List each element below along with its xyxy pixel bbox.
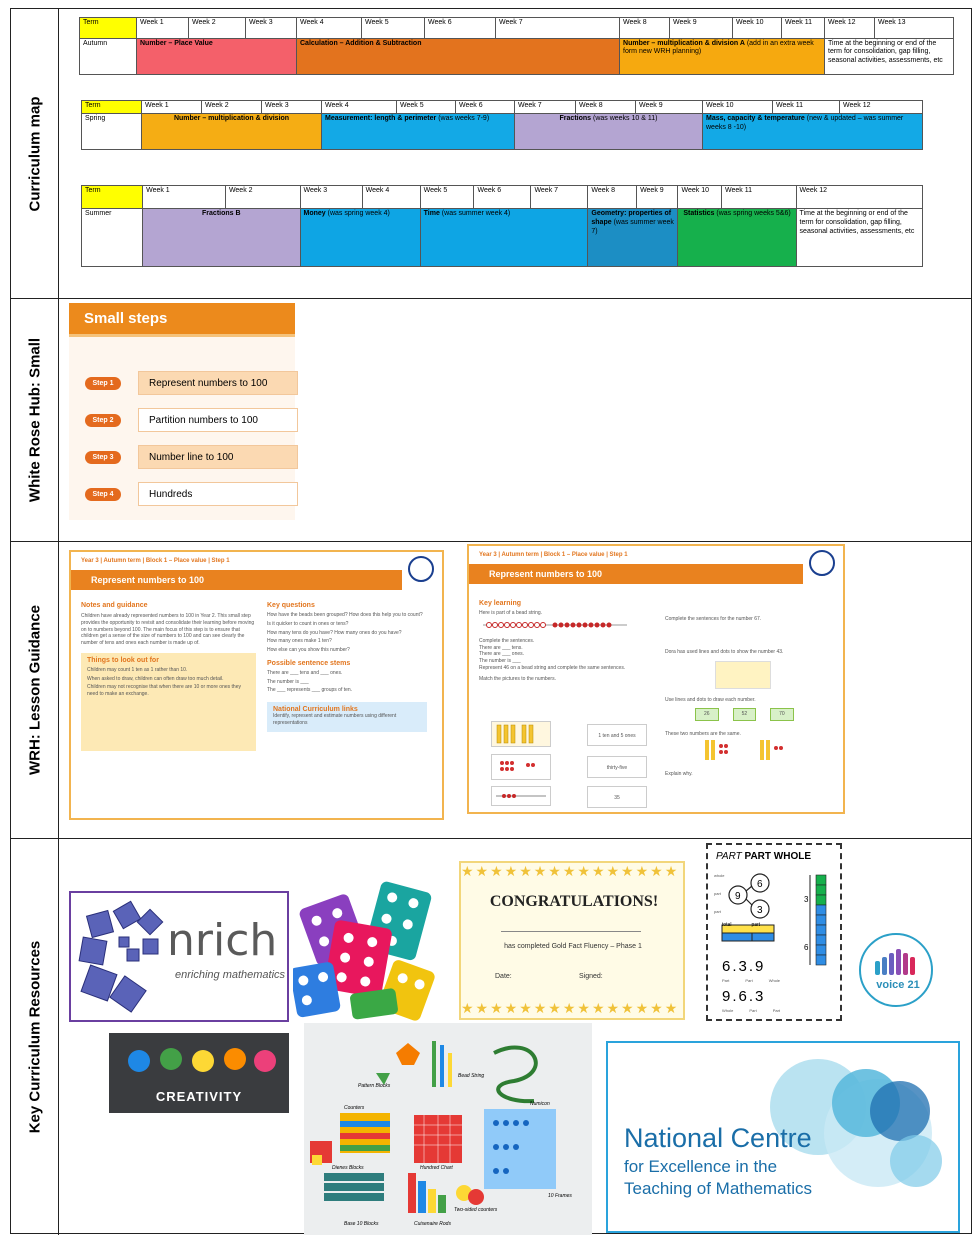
consolidation-note: Time at the beginning or end of the term for consolidation, gap filling, seasonal activities, assessments, etc [796,209,922,267]
header-cell: Week 3 [300,186,362,209]
svg-text:9: 9 [735,891,741,902]
draw-number: 70 [770,708,794,721]
key-question: How else can you show this number? [267,647,350,653]
header-cell: Week 1 [142,101,202,114]
section-label-small-steps: White Rose Hub: Small [11,299,59,541]
kl-item: Here is part of a bead string. [479,610,543,616]
header-cell: Week 4 [322,101,397,114]
header-cell: Week 1 [143,186,226,209]
header-cell: Week 3 [262,101,322,114]
header-cell: Week 5 [420,186,474,209]
curriculum-map-section [11,9,971,299]
block-statistics: Statistics (was spring weeks 5&6) [678,209,796,267]
guidance-card-notes [69,550,444,820]
nc-text: Identify, represent and estimate numbers using different representations [273,713,397,726]
certificate-picture [459,861,685,1020]
bead-line-picture [491,786,551,806]
block-mass-capacity: Mass, capacity & temperature (new & updated – was summer weeks 8 -10) [703,114,923,150]
bead-string-icon [479,617,629,633]
certificate-line: has completed Gold Fact Fluency – Phase 1 [504,943,642,950]
nrich-tagline: enriching mathematics [175,969,286,981]
part-part-whole-picture [706,843,842,1021]
consolidation-note: Time at the beginning or end of the term for consolidation, gap filling, seasonal activities, assessments, etc [825,38,954,74]
notes-heading: Notes and guidance [81,602,148,609]
questions-column [267,602,427,732]
manip-label: Cuisenaire Rods [414,1221,451,1227]
step-row [85,482,298,506]
step-badge: Step 1 [85,377,121,390]
header-cell: Week 11 [721,186,796,209]
step-text: Partition numbers to 100 [138,408,298,432]
kl-item: Complete the sentences. [479,637,535,644]
sentence-stems-heading: Possible sentence stems [267,659,351,667]
draw-number-boxes [695,708,835,721]
header-cell: Week 5 [362,18,425,39]
sentence-stem: The number is ___ [267,678,309,685]
header-cell: Week 10 [733,18,782,39]
kl-item: There are ___ ones. [479,651,525,658]
step-text: Represent numbers to 100 [138,371,298,395]
header-cell: Week 11 [782,18,825,39]
stars-border-bottom: ★★★★★★★★★★★★★★★ [461,1000,680,1016]
spring-term-table [81,100,923,150]
step-row [85,371,298,395]
ppw-equation-1: 6.3.9 [722,958,766,975]
breadcrumb: Year 3 | Autumn term | Block 1 – Place value | Step 1 [479,552,628,558]
header-cell: Week 12 [840,101,923,114]
small-steps-section [11,299,971,542]
key-learning-heading: Key learning [479,600,522,607]
stars-border-top: ★★★★★★★★★★★★★★★ [461,863,680,879]
key-question: Is it quicker to count in ones or tens? [267,620,349,627]
tens-rods-picture [491,721,551,747]
header-cell: Week 8 [588,186,637,209]
header-cell: Week 7 [515,101,576,114]
ppw-equation-2: 9.6.3 [722,988,766,1005]
section-label-lesson-guidance: WRH: Lesson Guidance [11,542,59,838]
nrich-logo [69,891,289,1022]
section-label-curriculum-map: Curriculum map [11,9,59,298]
header-cell: Week 9 [670,18,733,39]
guidance-card-key-learning [467,544,845,814]
header-cell: Week 12 [796,186,922,209]
kl-item: The number is ___ [479,658,521,664]
manip-label: Hundred Chart [420,1165,453,1171]
block-length-perimeter: Measurement: length & perimeter (was weeks 7-9) [322,114,515,150]
header-cell: Week 2 [225,186,300,209]
svg-text:3: 3 [757,905,763,916]
match-label: 1 ten and 5 ones [587,724,647,746]
header-cell: Term [82,186,143,209]
header-cell: Week 9 [636,101,703,114]
look-out-box [81,653,256,751]
breadcrumb: Year 3 | Autumn term | Block 1 – Place value | Step 1 [81,558,230,564]
header-cell: Week 4 [362,186,420,209]
nrich-spiral-icon [77,899,167,1019]
document-frame [10,8,972,1234]
ppw-words-2: Whole Part Part [722,1008,781,1013]
kl-item: Represent 46 on a bead string and complete the same sentences. [479,664,626,671]
ncetm-subtitle-2: Teaching of Mathematics [624,1179,813,1198]
notes-text: Children have already represented numbers to 100 in Year 2. This small step provides the opportunity to revisit and consolidate their learning before moving on to numbers beyond 100. The main focus of this step is to ensure that children get a sense of the size of numbers to 100 and can see clearly the number of tens and ones each number is made up of. [81,613,255,646]
manip-label: 10 Frames [548,1193,572,1199]
look-out-item: Children may not recognise that when there are 10 or more ones they need to make an exchange. [87,684,241,697]
header-cell: Week 6 [425,18,496,39]
look-out-heading: Things to look out for [87,656,159,664]
ppw-bar-label: 6 [804,943,809,952]
manip-label: Numicon [530,1101,550,1107]
header-cell: Week 12 [825,18,875,39]
step-badge: Step 2 [85,414,121,427]
kl-item: Complete the sentences for the number 67. [665,616,762,622]
creativity-picture [109,1033,289,1113]
kl-item: Dora has used lines and dots to show the number 43. [665,648,784,655]
match-label: thirty-five [587,756,647,778]
match-label: 35 [587,786,647,808]
header-cell: Week 6 [474,186,531,209]
draw-number: 26 [695,708,719,721]
notes-column [81,602,256,751]
step-row [85,408,298,432]
block-place-value: Number – Place Value [137,38,297,74]
block-money: Money (was spring week 4) [300,209,420,267]
header-cell: Term [82,101,142,114]
header-cell: Week 13 [875,18,954,39]
term-name: Summer [82,209,143,267]
header-cell: Week 2 [202,101,262,114]
header-cell: Week 1 [137,18,189,39]
key-learning-left [479,600,649,682]
summer-term-table [81,185,923,267]
header-cell: Week 11 [773,101,840,114]
ppw-title: PART PART WHOLE [716,851,812,862]
certificate-title: CONGRATULATIONS! [489,893,659,910]
nrich-wordmark: nrich [167,915,278,966]
voice21-logo [859,933,933,1007]
sentence-stem: There are ___ tens and ___ ones. [267,669,343,676]
lesson-title: Represent numbers to 100 [469,564,803,584]
block-time: Time (was summer week 4) [420,209,588,267]
header-cell: Week 3 [246,18,297,39]
lesson-guidance-section [11,542,971,839]
header-cell: Week 8 [576,101,636,114]
voice21-wordmark: voice 21 [876,979,920,991]
white-rose-logo-icon [809,550,835,576]
key-questions-heading: Key questions [267,602,315,609]
block-fractions-b: Fractions B [143,209,300,267]
block-mult-div: Number – multiplication & division [142,114,322,150]
step-row [85,445,298,469]
header-cell: Week 10 [703,101,773,114]
manip-label: Pattern Blocks [358,1083,391,1089]
manip-label: Bead String [458,1073,485,1079]
match-instruction: Match the pictures to the numbers. [479,675,556,682]
manip-label: Counters [344,1105,365,1111]
manip-label: Two-sided counters [454,1207,498,1213]
manipulatives-picture [304,1023,592,1235]
creativity-label: CREATIVITY [155,1089,243,1104]
header-cell: Week 7 [496,18,620,39]
key-question: How have the beads been grouped? How does this help you to count? [267,612,423,618]
block-mult-div-a: Number – multiplication & division A (add in an extra week form new WRH planning) [620,38,825,74]
look-out-item: Children may count 1 ten as 1 rather than 10. [87,666,188,673]
step-text: Hundreds [138,482,298,506]
autumn-term-table [79,17,954,75]
small-steps-title: Small steps [69,303,295,334]
header-cell: Week 8 [620,18,670,39]
manip-label: Dienes Blocks [332,1165,364,1171]
header-cell: Week 5 [397,101,456,114]
ppw-bar-label: 3 [804,895,809,904]
kl-item: These two numbers are the same. [665,731,741,737]
header-cell: Week 9 [637,186,678,209]
white-rose-logo-icon [408,556,434,582]
look-out-item: When asked to draw, children can often draw too much detail. [87,675,224,682]
ncetm-logo [606,1041,960,1233]
term-name: Autumn [80,38,137,74]
kl-item: There are ___ tens. [479,644,523,651]
sentence-stem: The ___ represents ___ groups of ten. [267,687,353,694]
lines-dots-picture [715,661,771,689]
header-cell: Term [80,18,137,39]
step-badge: Step 3 [85,451,121,464]
svg-text:6: 6 [757,879,763,890]
block-geometry: Geometry: properties of shape (was summer week 7) [588,209,678,267]
certificate-signed: Signed: [579,973,603,980]
section-label-resources: Key Curriculum Resources [11,839,59,1235]
kl-item: Explain why. [665,770,693,777]
ppw-row-labels: whole part part [714,873,725,914]
header-cell: Week 2 [189,18,246,39]
block-fractions: Fractions (was weeks 10 & 11) [515,114,703,150]
key-learning-right [665,616,835,778]
nc-links-box [267,702,427,732]
key-question: How many tens do you have? How many ones do you have? [267,629,402,636]
header-cell: Week 4 [297,18,362,39]
kl-item: Use lines and dots to draw each number. [665,696,756,703]
ppw-words-1: Part Part Whole [722,978,781,983]
manip-label: Base 10 Blocks [344,1221,379,1227]
resources-section [11,839,971,1235]
key-question: How many ones make 1 ten? [267,638,332,645]
draw-number: 52 [733,708,757,721]
small-steps-panel [69,303,295,520]
ncetm-title: National Centre [624,1123,812,1153]
lesson-title: Represent numbers to 100 [71,570,402,590]
header-cell: Week 10 [678,186,722,209]
numicon-picture [293,879,441,1021]
same-numbers-picture [665,738,815,766]
certificate-date: Date: [495,973,512,980]
header-cell: Week 7 [531,186,588,209]
step-text: Number line to 100 [138,445,298,469]
ncetm-subtitle-1: for Excellence in the [624,1157,778,1176]
ppw-table-heads: total part [722,922,761,928]
term-name: Spring [82,114,142,150]
header-cell: Week 6 [456,101,515,114]
step-badge: Step 4 [85,488,121,501]
nc-heading: National Curriculum links [273,706,358,713]
block-addition-subtraction: Calculation – Addition & Subtraction [297,38,620,74]
ten-frames-picture [491,754,551,780]
